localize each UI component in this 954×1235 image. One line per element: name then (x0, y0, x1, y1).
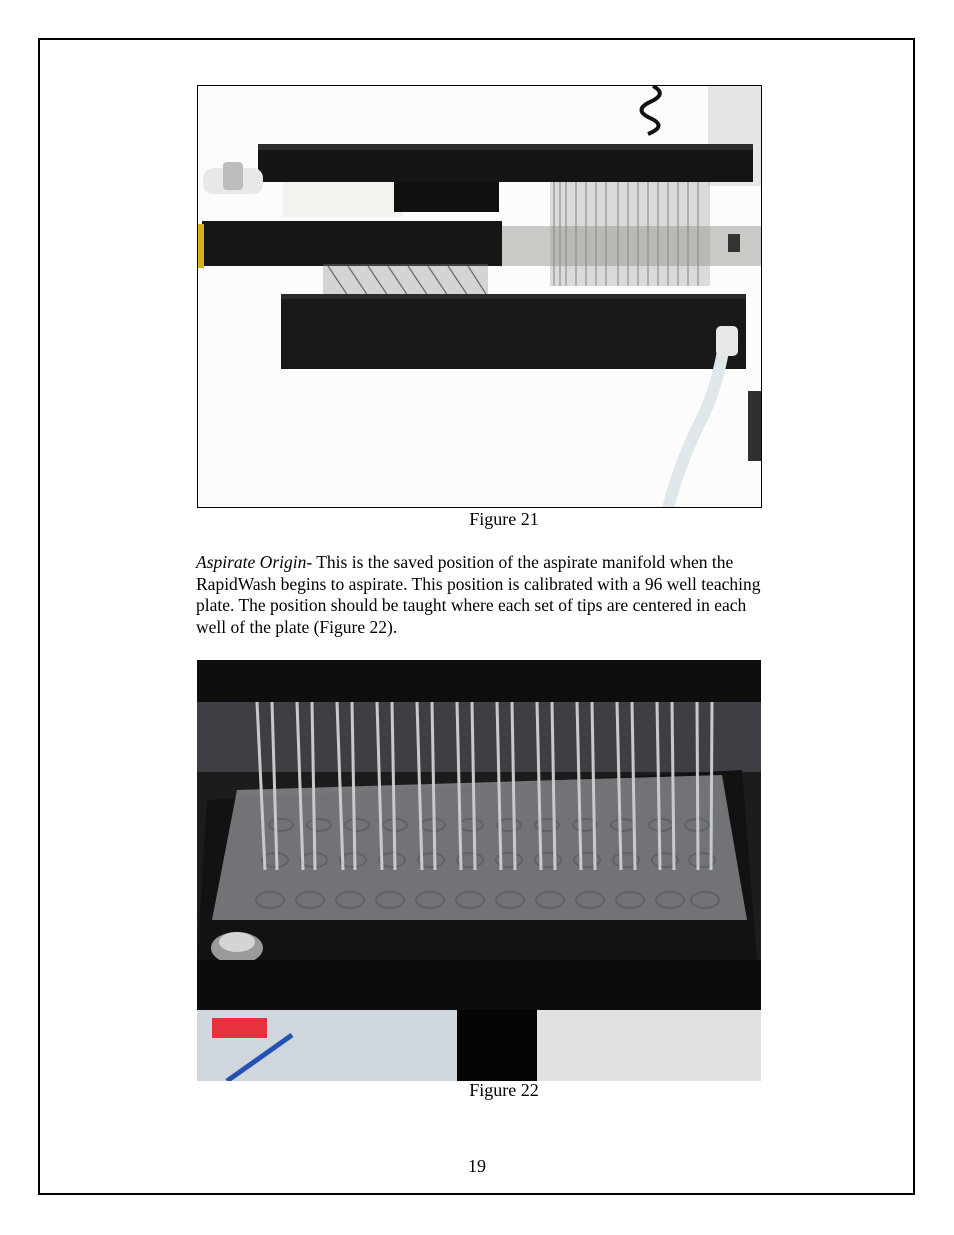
figure-21-caption: Figure 21 (469, 509, 539, 529)
body-paragraph (196, 552, 816, 638)
figure-21-photo (197, 85, 762, 508)
figure-22-photo (197, 660, 761, 1081)
page-number: 19 (468, 1156, 486, 1176)
paragraph-line-2: RapidWash begins to aspirate. This position is calibrated with a 96 well teaching (196, 573, 761, 594)
figure-22-caption: Figure 22 (469, 1080, 539, 1100)
paragraph-line-4: well of the plate (Figure 22). (196, 616, 398, 637)
paragraph-lead-term: Aspirate Origin (196, 552, 307, 572)
paragraph-line-3: plate. The position should be taught where each set of tips are centered in each (196, 595, 747, 615)
paragraph-line-1: - This is the saved position of the aspirate manifold when the (306, 552, 734, 572)
